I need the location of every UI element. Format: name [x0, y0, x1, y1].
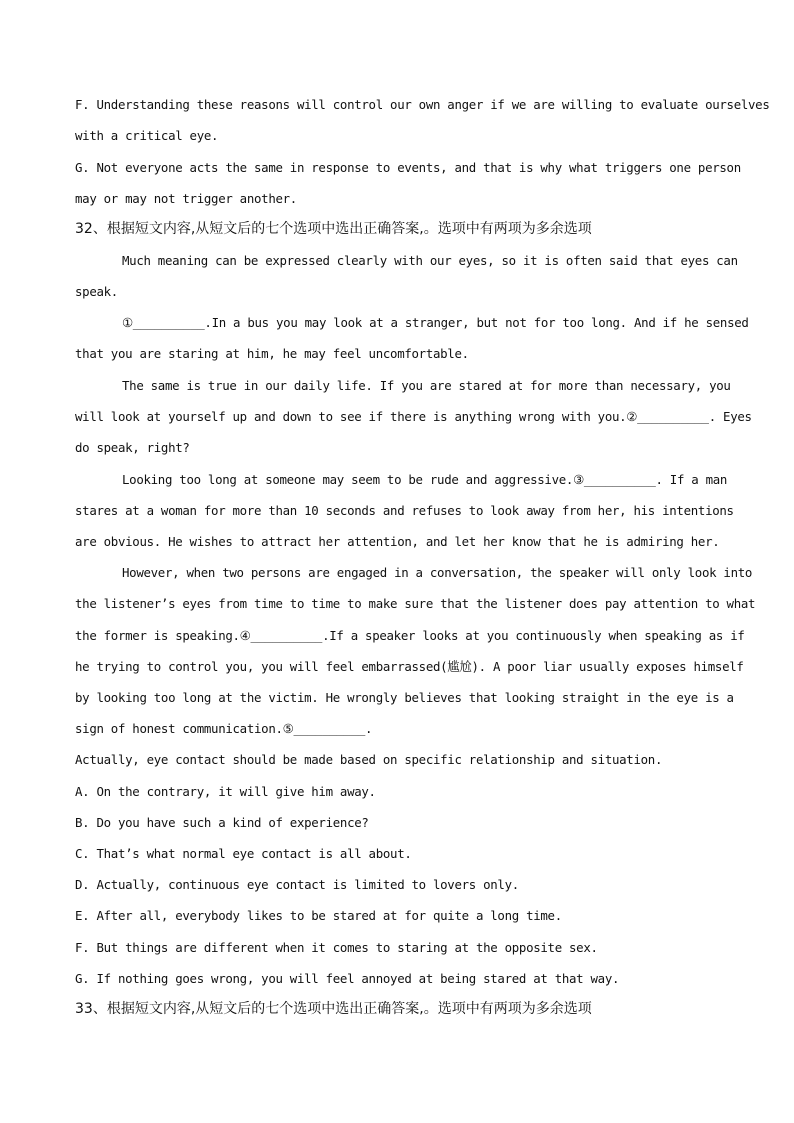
passage-line: Much meaning can be expressed clearly with our eyes, so it is often said that eyes can	[122, 253, 738, 268]
passage-line: will look at yourself up and down to see if there is anything wrong with you.②__________. Eyes	[75, 409, 752, 424]
passage-line: the listener’s eyes from time to time to make sure that the listener does pay attention to what	[75, 596, 756, 611]
passage-line: sign of honest communication.⑤__________.	[75, 721, 373, 736]
passage-line: that you are staring at him, he may feel uncomfortable.	[75, 346, 469, 361]
passage-line: However, when two persons are engaged in a conversation, the speaker will only look into	[122, 565, 753, 580]
passage-line: The same is true in our daily life. If you are stared at for more than necessary, you	[122, 378, 731, 393]
prev-option-f-line1: F. Understanding these reasons will control our own anger if we are willing to evaluate ourselves	[75, 97, 770, 112]
passage-line: are obvious. He wishes to attract her attention, and let her know that he is admiring her.	[75, 534, 720, 549]
question-33-heading: 33、根据短文内容,从短文后的七个选项中选出正确答案,。选项中有两项为多余选项	[75, 1001, 592, 1017]
prev-option-g-line2: may or may not trigger another.	[75, 191, 297, 206]
prev-option-g-line1: G. Not everyone acts the same in response to events, and that is why what triggers one person	[75, 160, 741, 175]
question-32-heading: 32、根据短文内容,从短文后的七个选项中选出正确答案,。选项中有两项为多余选项	[75, 221, 592, 237]
passage-line: the former is speaking.④__________.If a speaker looks at you continuously when speaking as if	[75, 628, 745, 643]
option-c: C. That’s what normal eye contact is all about.	[75, 846, 412, 861]
option-g: G. If nothing goes wrong, you will feel annoyed at being stared at that way.	[75, 971, 620, 986]
option-b: B. Do you have such a kind of experience?	[75, 815, 369, 830]
passage-line: do speak, right?	[75, 440, 190, 455]
passage-line: speak.	[75, 284, 118, 299]
passage-line: stares at a woman for more than 10 seconds and refuses to look away from her, his intentions	[75, 503, 734, 518]
passage-line: ①__________.In a bus you may look at a stranger, but not for too long. And if he sensed	[122, 315, 749, 330]
option-d: D. Actually, continuous eye contact is limited to lovers only.	[75, 877, 519, 892]
option-f: F. But things are different when it comes to staring at the opposite sex.	[75, 940, 598, 955]
option-a: A. On the contrary, it will give him away.	[75, 784, 376, 799]
prev-option-f-line2: with a critical eye.	[75, 128, 219, 143]
option-e: E. After all, everybody likes to be stared at for quite a long time.	[75, 908, 562, 923]
passage-line: Actually, eye contact should be made based on specific relationship and situation.	[75, 752, 663, 767]
passage-line: Looking too long at someone may seem to be rude and aggressive.③__________. If a man	[122, 472, 728, 487]
passage-line: by looking too long at the victim. He wrongly believes that looking straight in the eye is a	[75, 690, 734, 705]
passage-line: he trying to control you, you will feel embarrassed(尴尬). A poor liar usually exposes himself	[75, 659, 744, 674]
